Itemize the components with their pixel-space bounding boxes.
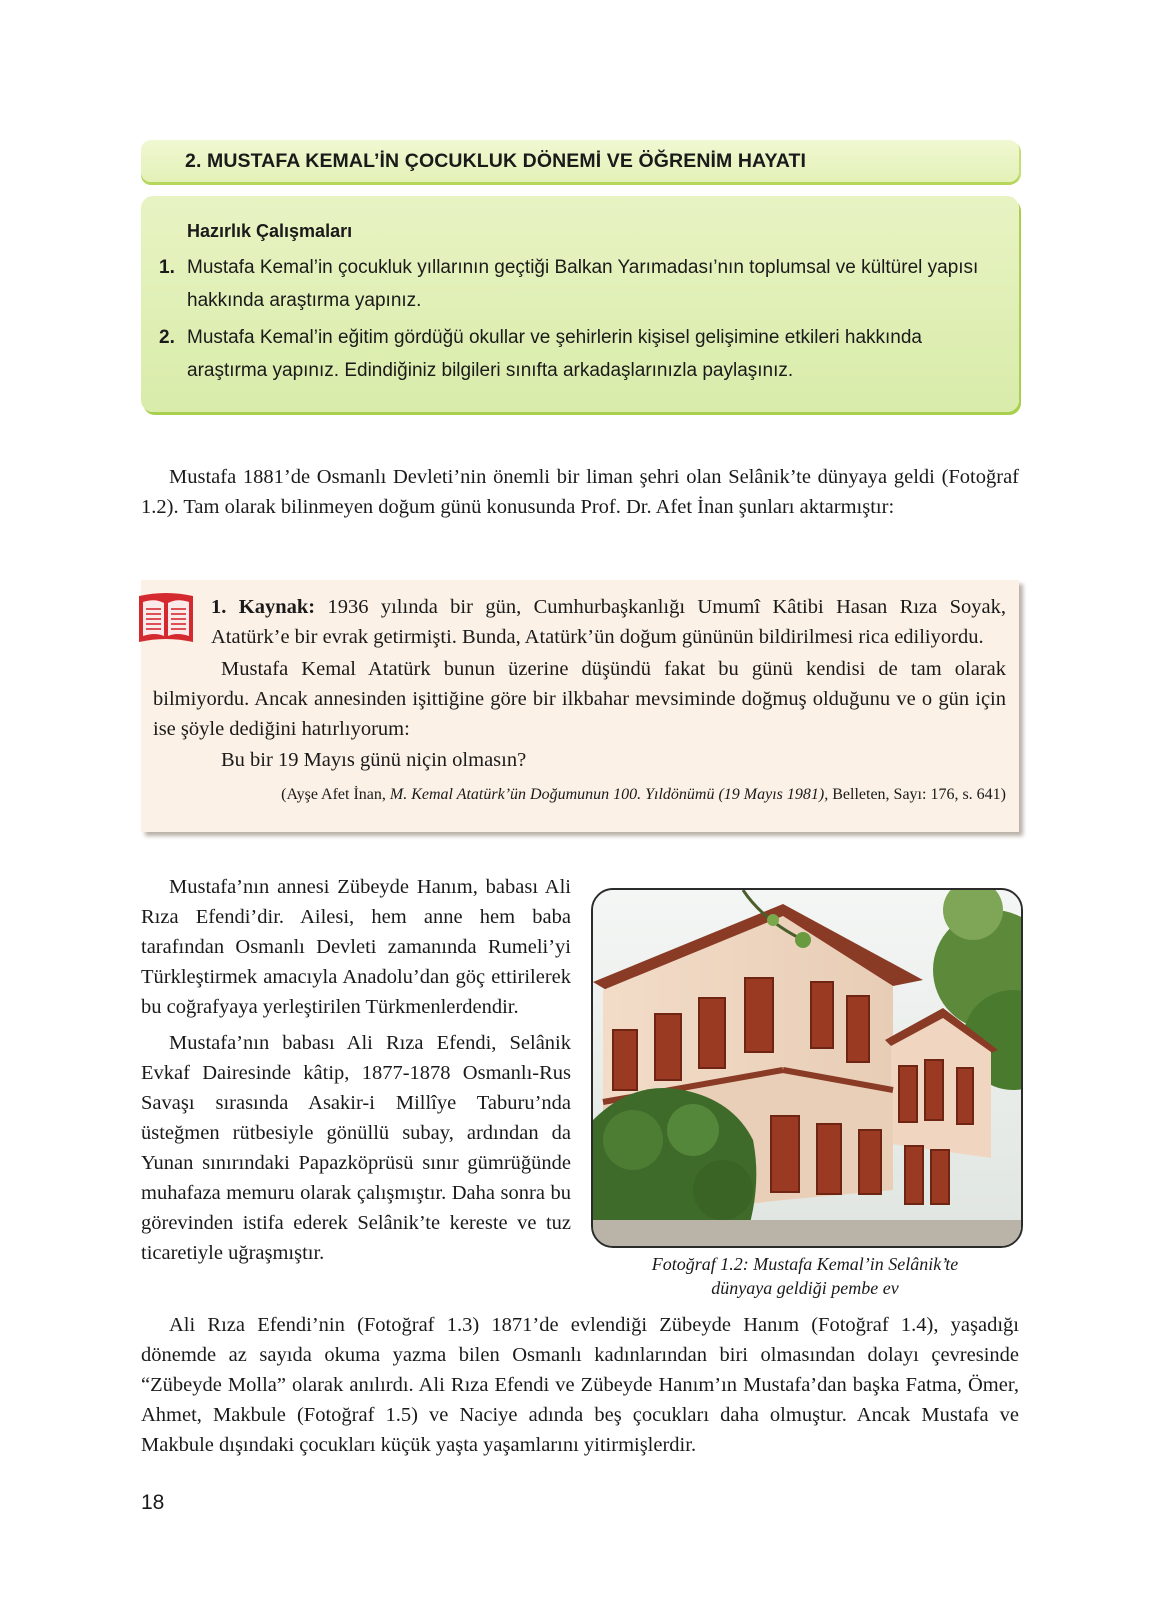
- house-photo: [591, 888, 1023, 1248]
- source-quote: Bu bir 19 Mayıs günü niçin olmasın?: [221, 749, 527, 771]
- page-number: 18: [141, 1491, 165, 1514]
- source-text: 1936 yılında bir gün, Cumhurbaşkanlığı Umumî Kâtibi Hasan Rıza Soyak, Atatürk’e bir evrak getirmişti. Bunda, Atatürk’ün doğum gününün bildirilmesi rica ediliyordu.: [211, 596, 1007, 648]
- family-paragraph: Ali Rıza Efendi’nin (Fotoğraf 1.3) 1871’de evlendiği Zübeyde Hanım (Fotoğraf 1.4), yaşadığı dönemde az sayıda okuma yazma bilen Osmanlı kadınlarından biri olmasından dolayı çevresinde “Zübeyde Molla” olarak anılırdı. Ali Rıza Efendi ve Zübeyde Hanım’ın Mustafa’dan başka Fatma, Ömer, Ahmet, Makbule (Fotoğraf 1.5) ve Naciye adında beş çocukları daha olmuştur. Ancak Mustafa ve Makbule dışındaki çocukları küçük yaşta yaşamlarını yitirmişlerdir.: [141, 1314, 1019, 1456]
- source-label: 1. Kaynak:: [211, 596, 316, 618]
- intro-paragraph: Mustafa 1881’de Osmanlı Devleti’nin önemli bir liman şehri olan Selânik’te dünyaya geldi (Fotoğraf 1.2). Tam olarak bilinmeyen doğum günü konusunda Prof. Dr. Afet İnan şunları aktarmıştır:: [141, 466, 1019, 518]
- father-paragraph: Mustafa’nın babası Ali Rıza Efendi, Selânik Evkaf Dairesinde kâtip, 1877-1878 Osmanlı-Rus Savaşı sırasında Asakir-i Millîye Taburu’nda üsteğmen rütbesiyle gönüllü subay, ardından da Yunan sınırındaki Papazköprüsü sınır gümrüğünde muhafaza memuru olarak çalışmıştır. Daha sonra bu görevinden istifa ederek Selânik’te kereste ve tuz ticaretiyle uğraşmıştır.: [141, 1032, 571, 1264]
- source-citation: [281, 785, 1006, 805]
- citation-publication: Belleten, Sayı: 176, s. 641): [832, 786, 1006, 803]
- item-number: 2.: [159, 327, 175, 348]
- section-header: [141, 140, 1019, 182]
- preparation-heading: Hazırlık Çalışmaları: [187, 221, 353, 241]
- item-text: Mustafa Kemal’in çocukluk yıllarının geçtiği Balkan Yarımadası’nın toplumsal ve kültürel yapısı hakkında araştırma yapınız.: [187, 257, 979, 311]
- item-number: 1.: [159, 257, 175, 278]
- caption-line: dünyaya geldiği pembe ev: [711, 1278, 899, 1298]
- citation-title: M. Kemal Atatürk’ün Doğumunun 100. Yıldönümü (19 Mayıs 1981),: [389, 786, 829, 803]
- parents-paragraph: Mustafa’nın annesi Zübeyde Hanım, babası Ali Rıza Efendi’dir. Ailesi, hem anne hem baba tarafından Osmanlı Devleti zamanında Rumeli’yi Türkleştirmek amacıyla Anadolu’dan göç ettirilerek bu coğrafyaya yerleştirilen Türkmenlerdendir.: [141, 876, 571, 1018]
- preparation-item: [159, 251, 989, 317]
- preparation-item: [159, 321, 989, 387]
- citation-author: (Ayşe Afet İnan,: [281, 786, 386, 803]
- source-paragraph: [211, 592, 1006, 652]
- open-book-icon: [133, 590, 199, 648]
- photo-caption: [591, 1252, 1019, 1300]
- caption-line: Fotoğraf 1.2: Mustafa Kemal’in Selânik’te: [651, 1254, 959, 1274]
- pink-house-illustration: [593, 890, 1021, 1246]
- source-paragraph: Mustafa Kemal Atatürk bunun üzerine düşündü fakat bu günü kendisi de tam olarak bilmiyordu. Ancak annesinden işittiğine göre bir ilkbahar mevsiminde doğmuş olduğunu ve o gün için ise şöyle dediğini hatırlıyorum:: [153, 658, 1006, 740]
- item-text: Mustafa Kemal’in eğitim gördüğü okullar ve şehirlerin kişisel gelişimine etkileri hakkında araştırma yapınız. Edindiğiniz bilgileri sınıfta arkadaşlarınızla paylaşınız.: [187, 327, 922, 381]
- left-text-column: [141, 872, 571, 1268]
- preparation-box: [141, 196, 1019, 412]
- section-title: 2. MUSTAFA KEMAL’İN ÇOCUKLUK DÖNEMİ VE ÖĞRENİM HAYATI: [185, 150, 807, 172]
- source-box: [141, 580, 1019, 832]
